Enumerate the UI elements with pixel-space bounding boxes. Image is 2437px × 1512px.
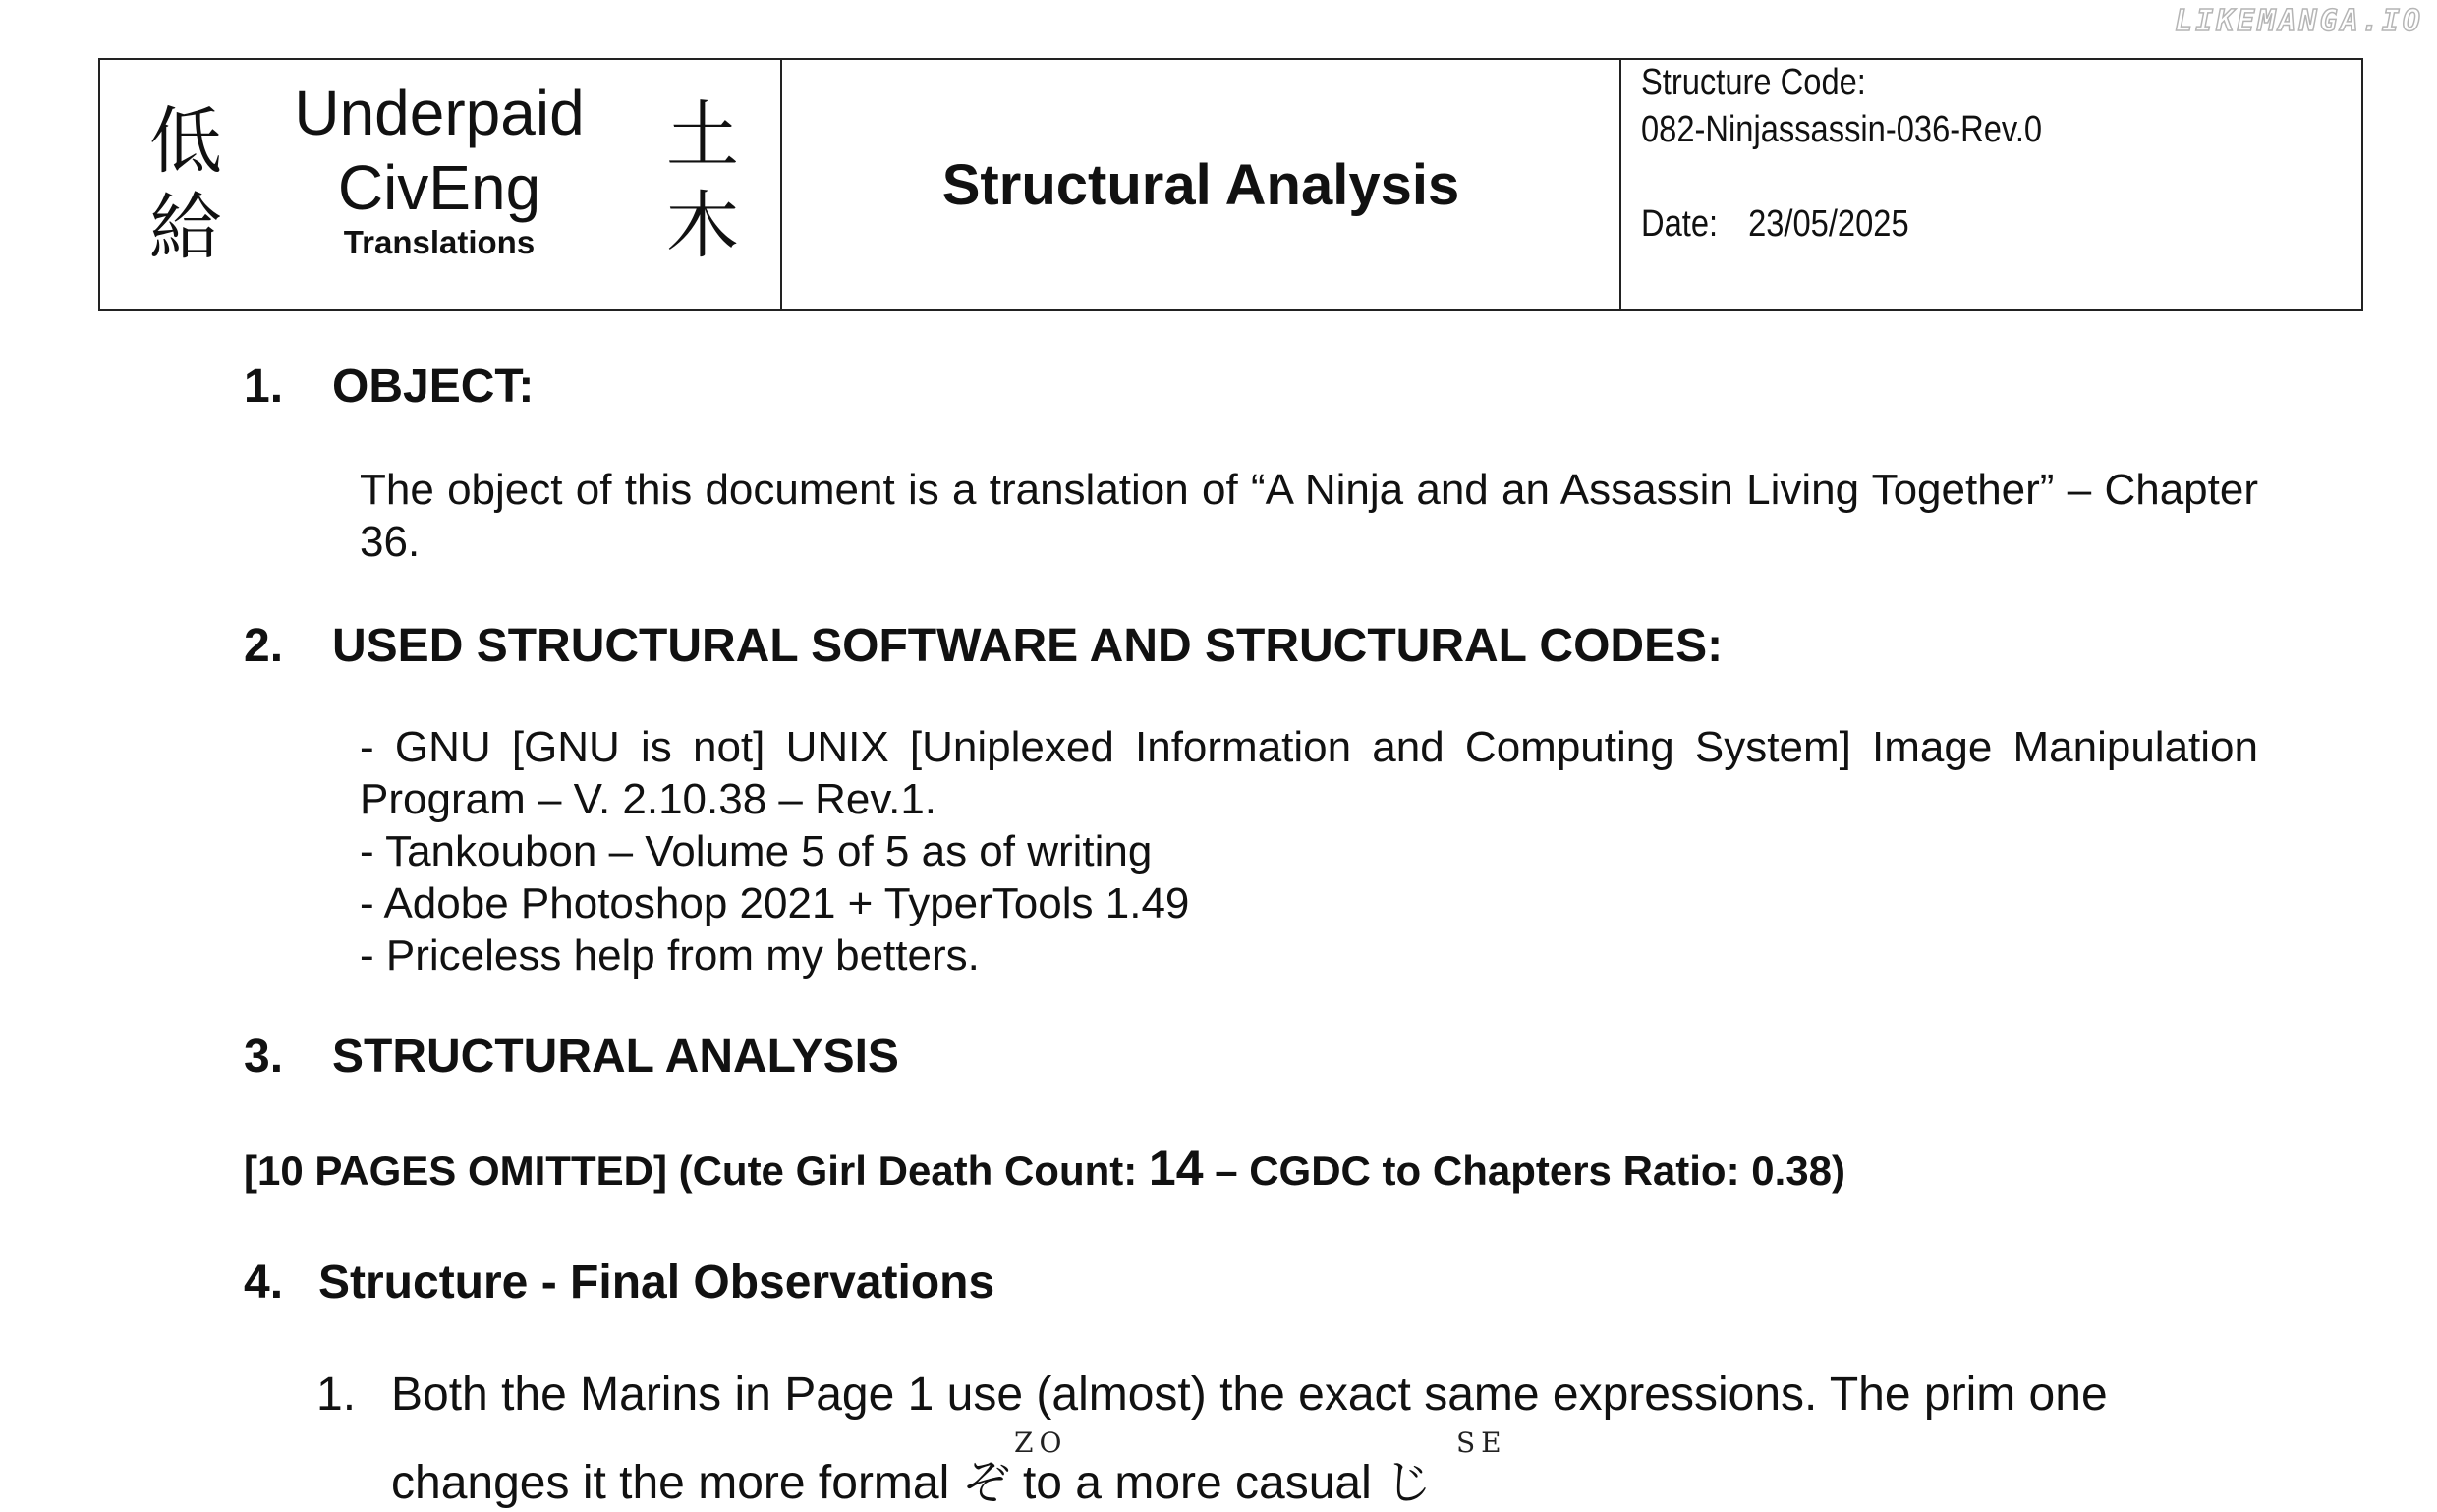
structure-code-value: 082-Ninjassassin-036-Rev.0 <box>1641 109 2043 150</box>
omitted-suffix: – CGDC to Chapters Ratio: 0.38) <box>1203 1148 1845 1194</box>
date-value: 23/05/2025 <box>1748 203 1909 245</box>
omitted-prefix: [10 PAGES OMITTED] (Cute Girl Death Count: <box>244 1148 1149 1194</box>
section-1-text: The object of this document is a translation of “A Ninja and an Assassin Living Together” – Chapter 36. <box>360 466 2258 566</box>
section-4-heading <box>244 1256 994 1310</box>
section-number: 4. <box>244 1257 284 1309</box>
logo-kanji-right <box>666 93 739 268</box>
section-number: 2. <box>244 620 284 672</box>
logo-cell <box>100 60 782 309</box>
observation-text: Both the Marins in Page 1 use (almost) the exact same expressions. The prim one <box>391 1369 2108 1421</box>
logo-kanji-left <box>149 99 222 270</box>
document-header-table <box>98 58 2363 311</box>
meta-cell <box>1621 60 2361 309</box>
date-label: Date: <box>1641 203 1719 245</box>
section-1-heading <box>244 360 534 414</box>
software-list-item: - GNU [GNU is not] UNIX [Uniplexed Information and Computing System] Image Manipulation Program – V. 2.10.38 – Rev.1. <box>360 723 2258 823</box>
software-list-item: - Priceless help from my betters. <box>360 931 980 980</box>
section-2-heading <box>244 619 1723 673</box>
section-number: 3. <box>244 1031 284 1083</box>
logo-kanji: 低 <box>149 99 222 184</box>
title-cell <box>782 60 1621 309</box>
section-title: OBJECT: <box>332 361 535 413</box>
watermark: LIKEMANGA.IO <box>2175 4 2423 38</box>
death-count: 14 <box>1148 1141 1204 1196</box>
section-3-heading <box>244 1030 899 1084</box>
observation-item <box>316 1368 2108 1422</box>
logo-wordmark <box>287 76 592 260</box>
software-list-item: - Tankoubon – Volume 5 of 5 as of writing <box>360 827 1153 875</box>
omitted-pages-note <box>244 1140 1845 1197</box>
section-title: Structure - Final Observations <box>318 1257 995 1309</box>
logo-subtitle: Translations <box>343 224 536 260</box>
date-row <box>1641 203 1909 246</box>
logo-kanji: 土 <box>666 93 739 178</box>
structure-code-label: Structure Code: <box>1641 62 1866 103</box>
section-title: USED STRUCTURAL SOFTWARE AND STRUCTURAL CODES: <box>332 620 1724 672</box>
observation-continuation: changes it the more formal ぞ to a more casual じ <box>391 1457 1433 1509</box>
furigana-se: SE <box>1456 1427 1507 1459</box>
observation-number: 1. <box>316 1369 357 1421</box>
logo-kanji: 給 <box>149 186 222 270</box>
furigana-zo: ZO <box>1014 1427 1068 1459</box>
software-list-item: - Adobe Photoshop 2021 + TyperTools 1.49 <box>360 879 1190 927</box>
logo-line-1: Underpaid <box>294 78 585 148</box>
section-number: 1. <box>244 361 284 413</box>
section-title: STRUCTURAL ANALYSIS <box>332 1031 899 1083</box>
logo-kanji: 木 <box>666 184 739 268</box>
software-list <box>360 721 2258 981</box>
document-title: Structural Analysis <box>941 152 1460 217</box>
logo-line-2: CivEng <box>337 152 541 223</box>
